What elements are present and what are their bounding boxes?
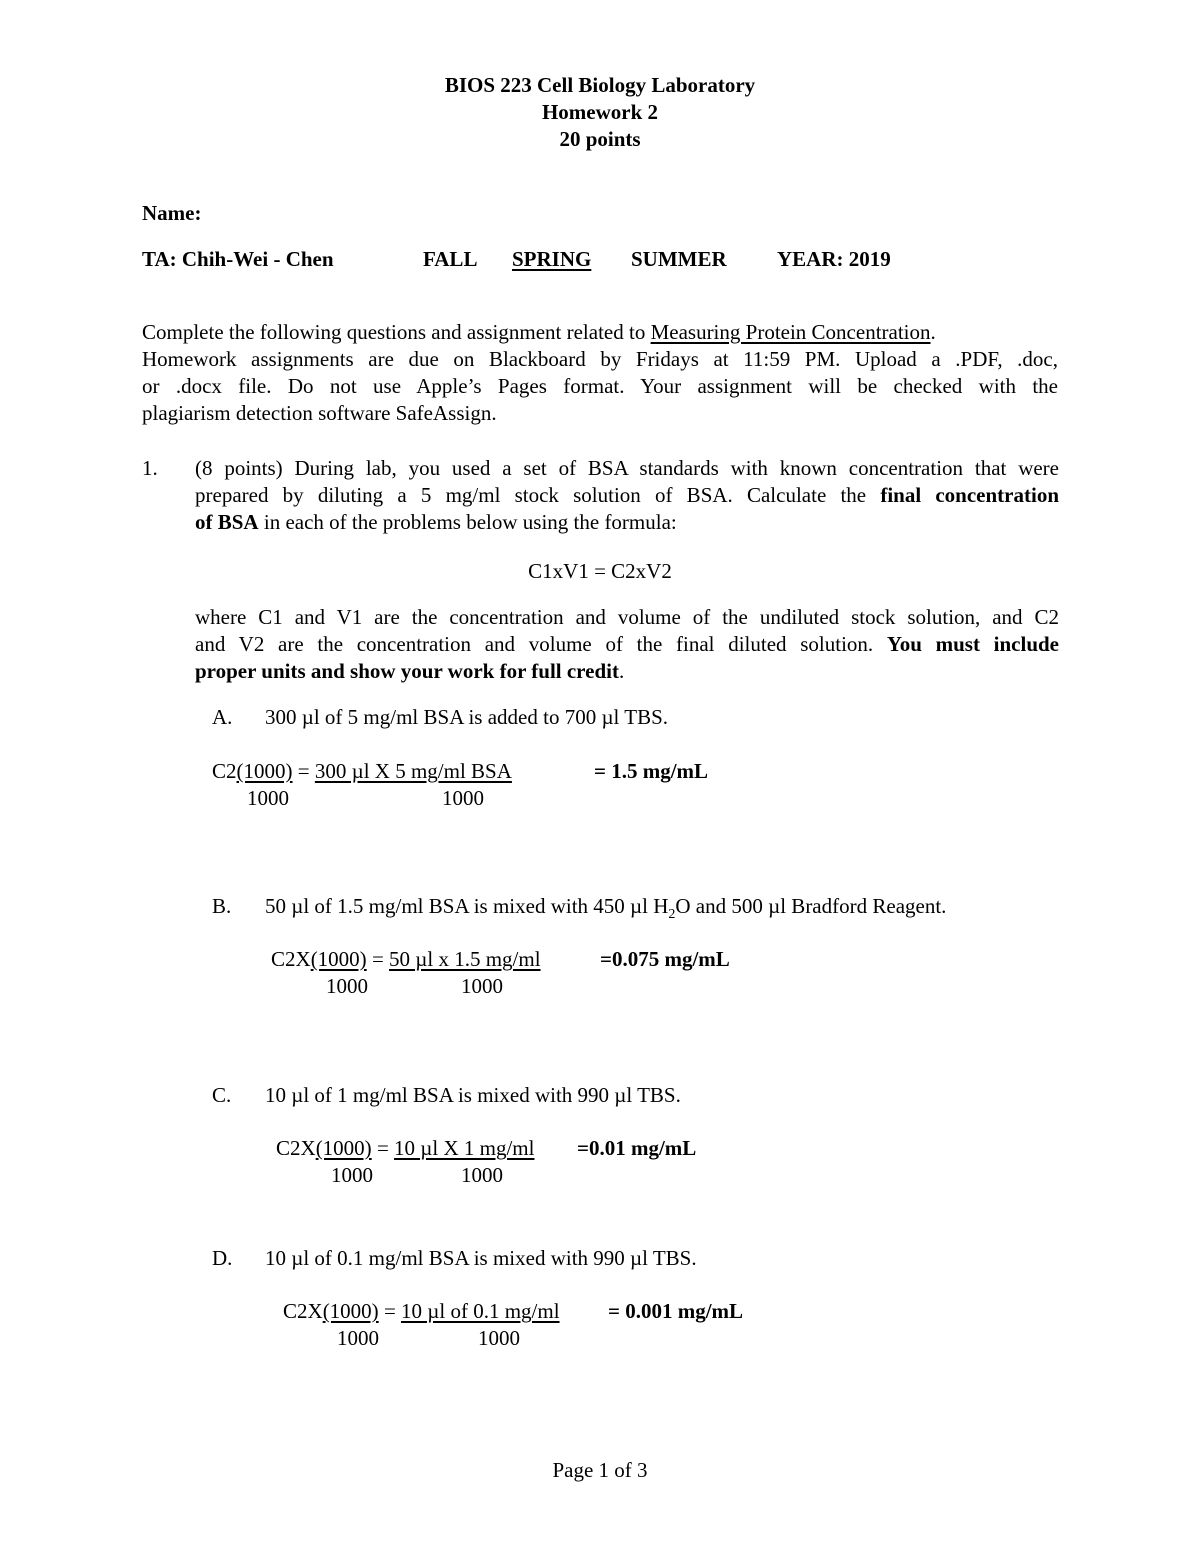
problem-d-denominator-2: 1000 xyxy=(478,1326,520,1350)
term-spring: SPRING xyxy=(512,247,592,271)
term-summer: SUMMER xyxy=(631,247,727,271)
problem-a-letter: A. xyxy=(212,705,233,729)
problem-c-numerator: 10 µl X 1 mg/ml xyxy=(394,1136,535,1160)
problem-a-denominator-2: 1000 xyxy=(442,786,484,810)
intro-line-4: plagiarism detection software SafeAssign. xyxy=(142,401,497,425)
problem-c-text: 10 µl of 1 mg/ml BSA is mixed with 990 µl TBS. xyxy=(265,1083,681,1107)
problem-d-denominator-1: 1000 xyxy=(337,1326,379,1350)
intro-paragraph xyxy=(142,320,1058,428)
question-line-2: prepared by diluting a 5 mg/ml stock solution of BSA. Calculate the final concentration xyxy=(195,483,1060,507)
ta-label: TA: Chih-Wei - Chen xyxy=(142,247,334,271)
problem-d-letter: D. xyxy=(212,1246,233,1270)
problem-c-denominator-1: 1000 xyxy=(331,1163,373,1187)
problem-c-letter: C. xyxy=(212,1083,232,1107)
question-line-3: of BSA in each of the problems below using the formula: xyxy=(195,510,677,534)
term-fall: FALL xyxy=(423,247,478,271)
problem-c-equation: C2X(1000) = 10 µl X 1 mg/ml xyxy=(276,1136,535,1160)
problem-a-equation: C2(1000) = 300 µl X 5 mg/ml BSA xyxy=(212,759,512,783)
intro-line-2: Homework assignments are due on Blackboard by Fridays at 11:59 PM. Upload a .PDF, .doc, xyxy=(142,347,1058,371)
problem-b-letter: B. xyxy=(212,894,232,918)
points-total: 20 points xyxy=(559,127,641,151)
units-emphasis: proper units and show your work for full credit xyxy=(195,659,619,683)
problem-b-denominator-1: 1000 xyxy=(326,974,368,998)
homework-title: Homework 2 xyxy=(541,100,659,124)
problem-c-answer: =0.01 mg/mL xyxy=(577,1136,697,1160)
question-line-1: (8 points) During lab, you used a set of BSA standards with known concentration that were xyxy=(195,456,1059,480)
intro-topic: Measuring Protein Concentration xyxy=(650,320,931,344)
problem-d-text: 10 µl of 0.1 mg/ml BSA is mixed with 990 µl TBS. xyxy=(265,1246,697,1270)
problem-b-numerator: 50 µl x 1.5 mg/ml xyxy=(389,947,541,971)
name-label: Name: xyxy=(142,201,202,225)
question-number: 1. xyxy=(142,456,158,480)
problem-a-denominator-1: 1000 xyxy=(247,786,289,810)
problem-c-denominator-2: 1000 xyxy=(461,1163,503,1187)
problem-b-equation: C2X(1000) = 50 µl x 1.5 mg/ml xyxy=(271,947,541,971)
year-label: YEAR: 2019 xyxy=(777,247,891,271)
where-line-2: and V2 are the concentration and volume of the final diluted solution. You must include xyxy=(195,632,1059,656)
problem-b-denominator-2: 1000 xyxy=(461,974,503,998)
course-title: BIOS 223 Cell Biology Laboratory xyxy=(444,73,756,97)
problem-a-numerator: 300 µl X 5 mg/ml BSA xyxy=(314,759,512,783)
problem-a-answer: = 1.5 mg/mL xyxy=(594,759,709,783)
problem-b-answer: =0.075 mg/mL xyxy=(600,947,730,971)
intro-line-3: or .docx file. Do not use Apple’s Pages format. Your assignment will be checked with the xyxy=(142,374,1058,398)
where-line-1: where C1 and V1 are the concentration and volume of the undiluted stock solution, and C2 xyxy=(195,605,1059,629)
problem-a-text: 300 µl of 5 mg/ml BSA is added to 700 µl TBS. xyxy=(265,705,669,729)
question-1-body xyxy=(195,456,1059,537)
final-concentration-emphasis: final concentration xyxy=(880,483,1060,507)
problem-d-equation: C2X(1000) = 10 µl of 0.1 mg/ml xyxy=(283,1299,560,1323)
intro-line-1 xyxy=(142,320,1058,347)
page-number: Page 1 of 3 xyxy=(552,1458,648,1482)
intro-line-1-text: Complete the following questions and assignment related to Measuring Protein Concentration. xyxy=(142,320,936,344)
dilution-formula: C1xV1 = C2xV2 xyxy=(528,559,672,583)
problem-d-answer: = 0.001 mg/mL xyxy=(608,1299,744,1323)
problem-d-numerator: 10 µl of 0.1 mg/ml xyxy=(401,1299,560,1323)
problem-b-text: 50 µl of 1.5 mg/ml BSA is mixed with 450 µl $H_2O$ and 500 µl Bradford Reagent. xyxy=(265,894,947,923)
where-line-3: proper units and show your work for full credit. xyxy=(195,659,625,683)
question-1-where xyxy=(195,605,1059,686)
